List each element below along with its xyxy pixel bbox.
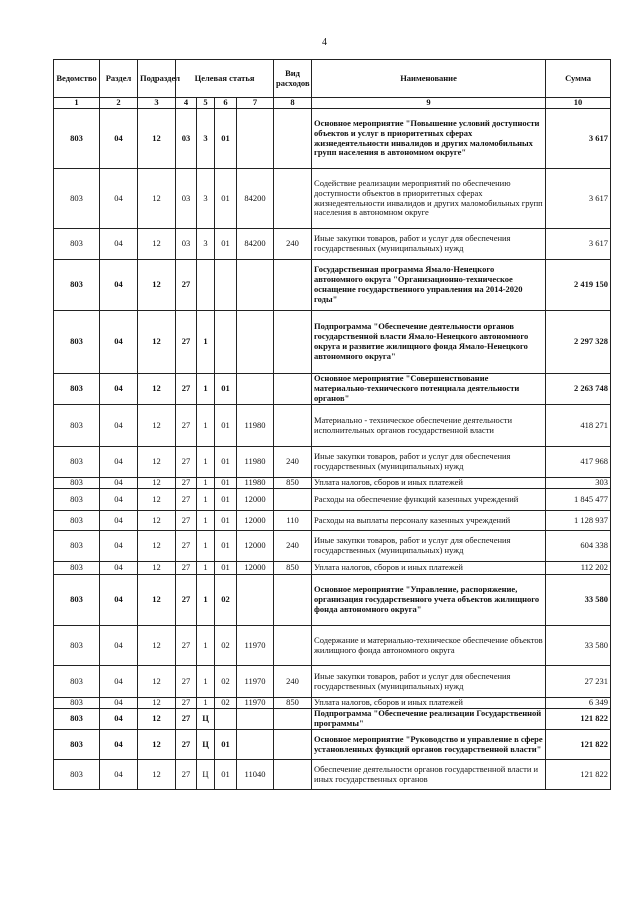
- header-sum: Сумма: [546, 60, 611, 98]
- dept-cell: 803: [54, 169, 100, 229]
- sum-cell: 121 822: [546, 760, 611, 790]
- subprogram-code-cell: 3: [197, 229, 215, 260]
- subsection-cell: 12: [138, 405, 176, 447]
- item-name-cell: Иные закупки товаров, работ и услуг для обеспечения государственных (муниципальных) нужд: [312, 531, 546, 562]
- table-row: [54, 575, 611, 626]
- table-row: [54, 311, 611, 374]
- subsection-cell: 12: [138, 730, 176, 760]
- expense-type-cell: 850: [274, 478, 312, 489]
- table-row: [54, 229, 611, 260]
- column-number: 5: [197, 98, 215, 109]
- subsection-cell: 12: [138, 531, 176, 562]
- activity-code-cell: 01: [215, 562, 237, 575]
- dept-cell: 803: [54, 709, 100, 730]
- item-name-cell: Материально - техническое обеспечение деятельности исполнительных органов государственной власти: [312, 405, 546, 447]
- activity-code-cell: [215, 311, 237, 374]
- sum-cell: 604 338: [546, 531, 611, 562]
- subprogram-code-cell: 1: [197, 575, 215, 626]
- program-code-cell: 27: [176, 666, 197, 698]
- activity-code-cell: [215, 260, 237, 311]
- subprogram-code-cell: 1: [197, 374, 215, 405]
- expense-type-cell: 850: [274, 562, 312, 575]
- item-name-cell: Государственная программа Ямало-Ненецкого автономного округа "Организационно-техническое оснащение государственного управления на 2014-2020 годы": [312, 260, 546, 311]
- activity-code-cell: 01: [215, 478, 237, 489]
- item-name-cell: Уплата налогов, сборов и иных платежей: [312, 562, 546, 575]
- direction-code-cell: 84200: [237, 169, 274, 229]
- sum-cell: 2 263 748: [546, 374, 611, 405]
- table-row: [54, 698, 611, 709]
- subprogram-code-cell: 3: [197, 169, 215, 229]
- program-code-cell: 03: [176, 169, 197, 229]
- activity-code-cell: 01: [215, 760, 237, 790]
- column-number: 3: [138, 98, 176, 109]
- sum-cell: 2 297 328: [546, 311, 611, 374]
- column-number: 4: [176, 98, 197, 109]
- sum-cell: 3 617: [546, 229, 611, 260]
- direction-code-cell: 11040: [237, 760, 274, 790]
- item-name-cell: Расходы на выплаты персоналу казенных учреждений: [312, 511, 546, 531]
- item-name-cell: Содержание и материально-техническое обеспечение объектов жилищного фонда автономного округа: [312, 626, 546, 666]
- activity-code-cell: 01: [215, 447, 237, 478]
- subprogram-code-cell: 1: [197, 489, 215, 511]
- item-name-cell: Основное мероприятие "Совершенствование материально-технического потенциала деятельности органов": [312, 374, 546, 405]
- subsection-cell: 12: [138, 260, 176, 311]
- dept-cell: 803: [54, 626, 100, 666]
- expense-type-cell: [274, 374, 312, 405]
- direction-code-cell: [237, 260, 274, 311]
- subsection-cell: 12: [138, 311, 176, 374]
- expense-type-cell: 240: [274, 666, 312, 698]
- section-cell: 04: [100, 169, 138, 229]
- expense-type-cell: [274, 575, 312, 626]
- direction-code-cell: 84200: [237, 229, 274, 260]
- section-cell: 04: [100, 405, 138, 447]
- section-cell: 04: [100, 626, 138, 666]
- activity-code-cell: 01: [215, 489, 237, 511]
- section-cell: 04: [100, 511, 138, 531]
- dept-cell: 803: [54, 730, 100, 760]
- subprogram-code-cell: [197, 260, 215, 311]
- header-name: Наименование: [312, 60, 546, 98]
- expense-type-cell: [274, 626, 312, 666]
- program-code-cell: 27: [176, 575, 197, 626]
- program-code-cell: 27: [176, 511, 197, 531]
- table-row: [54, 447, 611, 478]
- activity-code-cell: 01: [215, 374, 237, 405]
- sum-cell: 27 231: [546, 666, 611, 698]
- section-cell: 04: [100, 575, 138, 626]
- dept-cell: 803: [54, 666, 100, 698]
- expense-type-cell: [274, 760, 312, 790]
- activity-code-cell: 02: [215, 698, 237, 709]
- expense-type-cell: 110: [274, 511, 312, 531]
- program-code-cell: 27: [176, 730, 197, 760]
- subsection-cell: 12: [138, 169, 176, 229]
- activity-code-cell: 01: [215, 405, 237, 447]
- section-cell: 04: [100, 562, 138, 575]
- sum-cell: 121 822: [546, 709, 611, 730]
- subsection-cell: 12: [138, 575, 176, 626]
- subsection-cell: 12: [138, 666, 176, 698]
- dept-cell: 803: [54, 511, 100, 531]
- expense-type-cell: [274, 405, 312, 447]
- subprogram-code-cell: Ц: [197, 709, 215, 730]
- dept-cell: 803: [54, 229, 100, 260]
- subsection-cell: 12: [138, 626, 176, 666]
- item-name-cell: Подпрограмма "Обеспечение реализации Государственной программы": [312, 709, 546, 730]
- expense-type-cell: [274, 709, 312, 730]
- program-code-cell: 27: [176, 562, 197, 575]
- section-cell: 04: [100, 478, 138, 489]
- expense-type-cell: [274, 730, 312, 760]
- section-cell: 04: [100, 666, 138, 698]
- sum-cell: 112 202: [546, 562, 611, 575]
- subsection-cell: 12: [138, 511, 176, 531]
- expense-type-cell: 850: [274, 698, 312, 709]
- table-row: [54, 489, 611, 511]
- subprogram-code-cell: Ц: [197, 760, 215, 790]
- item-name-cell: Расходы на обеспечение функций казенных учреждений: [312, 489, 546, 511]
- dept-cell: 803: [54, 575, 100, 626]
- direction-code-cell: [237, 109, 274, 169]
- column-number: 2: [100, 98, 138, 109]
- activity-code-cell: 02: [215, 575, 237, 626]
- item-name-cell: Иные закупки товаров, работ и услуг для обеспечения государственных (муниципальных) нужд: [312, 229, 546, 260]
- column-number-row: [54, 98, 611, 109]
- direction-code-cell: [237, 730, 274, 760]
- item-name-cell: Уплата налогов, сборов и иных платежей: [312, 698, 546, 709]
- direction-code-cell: 12000: [237, 562, 274, 575]
- table-row: [54, 374, 611, 405]
- sum-cell: 33 580: [546, 626, 611, 666]
- subprogram-code-cell: 1: [197, 531, 215, 562]
- item-name-cell: Основное мероприятие "Повышение условий доступности объектов и услуг в приоритетных сферах жизнедеятельности инвалидов и других маломобильных групп населения в автономном округе": [312, 109, 546, 169]
- table-row: [54, 666, 611, 698]
- subsection-cell: 12: [138, 478, 176, 489]
- program-code-cell: 27: [176, 260, 197, 311]
- sum-cell: 6 349: [546, 698, 611, 709]
- table-row: [54, 760, 611, 790]
- subprogram-code-cell: 1: [197, 626, 215, 666]
- activity-code-cell: 01: [215, 169, 237, 229]
- activity-code-cell: 01: [215, 109, 237, 169]
- expense-type-cell: [274, 169, 312, 229]
- table-row: [54, 709, 611, 730]
- header-target-article: Целевая статья: [176, 60, 274, 98]
- page-number: 4: [322, 37, 327, 48]
- sum-cell: 121 822: [546, 730, 611, 760]
- subprogram-code-cell: 1: [197, 311, 215, 374]
- column-number: 9: [312, 98, 546, 109]
- subprogram-code-cell: 3: [197, 109, 215, 169]
- table-row: [54, 260, 611, 311]
- subsection-cell: 12: [138, 489, 176, 511]
- section-cell: 04: [100, 531, 138, 562]
- dept-cell: 803: [54, 478, 100, 489]
- table-row: [54, 562, 611, 575]
- subsection-cell: 12: [138, 760, 176, 790]
- direction-code-cell: 12000: [237, 511, 274, 531]
- direction-code-cell: 12000: [237, 531, 274, 562]
- subprogram-code-cell: 1: [197, 511, 215, 531]
- subprogram-code-cell: 1: [197, 478, 215, 489]
- item-name-cell: Основное мероприятие "Управление, распоряжение, организация государственного учета объектов жилищного фонда автономного округа": [312, 575, 546, 626]
- dept-cell: 803: [54, 311, 100, 374]
- dept-cell: 803: [54, 109, 100, 169]
- program-code-cell: 27: [176, 489, 197, 511]
- item-name-cell: Обеспечение деятельности органов государственной власти и иных государственных органов: [312, 760, 546, 790]
- table-row: [54, 405, 611, 447]
- section-cell: 04: [100, 447, 138, 478]
- direction-code-cell: 11970: [237, 698, 274, 709]
- header-expense-type: Вид расходов: [274, 60, 312, 98]
- activity-code-cell: 01: [215, 730, 237, 760]
- direction-code-cell: [237, 374, 274, 405]
- column-number: 7: [237, 98, 274, 109]
- item-name-cell: Основное мероприятие "Руководство и управление в сфере установленных функций органов государственной власти": [312, 730, 546, 760]
- sum-cell: 303: [546, 478, 611, 489]
- dept-cell: 803: [54, 405, 100, 447]
- item-name-cell: Содействие реализации мероприятий по обеспечению доступности объектов в приоритетных сферах жизнедеятельности инвалидов и других маломобильных групп населения в автономном округе: [312, 169, 546, 229]
- dept-cell: 803: [54, 562, 100, 575]
- direction-code-cell: 11970: [237, 626, 274, 666]
- section-cell: 04: [100, 489, 138, 511]
- expense-type-cell: [274, 260, 312, 311]
- subsection-cell: 12: [138, 447, 176, 478]
- activity-code-cell: [215, 709, 237, 730]
- expense-type-cell: 240: [274, 447, 312, 478]
- dept-cell: 803: [54, 489, 100, 511]
- subprogram-code-cell: 1: [197, 698, 215, 709]
- program-code-cell: 27: [176, 760, 197, 790]
- sum-cell: 417 968: [546, 447, 611, 478]
- table-row: [54, 109, 611, 169]
- section-cell: 04: [100, 760, 138, 790]
- program-code-cell: 27: [176, 405, 197, 447]
- direction-code-cell: [237, 575, 274, 626]
- dept-cell: 803: [54, 698, 100, 709]
- table-header-row: [54, 60, 611, 98]
- program-code-cell: 27: [176, 374, 197, 405]
- header-subsection: Подраздел: [138, 60, 176, 98]
- dept-cell: 803: [54, 260, 100, 311]
- subprogram-code-cell: 1: [197, 562, 215, 575]
- section-cell: 04: [100, 709, 138, 730]
- subsection-cell: 12: [138, 109, 176, 169]
- program-code-cell: 03: [176, 229, 197, 260]
- subsection-cell: 12: [138, 229, 176, 260]
- table-row: [54, 169, 611, 229]
- item-name-cell: Уплата налогов, сборов и иных платежей: [312, 478, 546, 489]
- program-code-cell: 03: [176, 109, 197, 169]
- subprogram-code-cell: 1: [197, 666, 215, 698]
- section-cell: 04: [100, 730, 138, 760]
- budget-table: [53, 59, 611, 790]
- program-code-cell: 27: [176, 709, 197, 730]
- direction-code-cell: [237, 311, 274, 374]
- expense-type-cell: 240: [274, 229, 312, 260]
- section-cell: 04: [100, 698, 138, 709]
- column-number: 10: [546, 98, 611, 109]
- header-section: Раздел: [100, 60, 138, 98]
- direction-code-cell: 11970: [237, 666, 274, 698]
- program-code-cell: 27: [176, 311, 197, 374]
- direction-code-cell: [237, 709, 274, 730]
- subprogram-code-cell: Ц: [197, 730, 215, 760]
- expense-type-cell: 240: [274, 531, 312, 562]
- activity-code-cell: 01: [215, 531, 237, 562]
- section-cell: 04: [100, 109, 138, 169]
- column-number: 1: [54, 98, 100, 109]
- table-row: [54, 626, 611, 666]
- subsection-cell: 12: [138, 709, 176, 730]
- dept-cell: 803: [54, 374, 100, 405]
- table-row: [54, 511, 611, 531]
- dept-cell: 803: [54, 531, 100, 562]
- item-name-cell: Иные закупки товаров, работ и услуг для обеспечения государственных (муниципальных) нужд: [312, 666, 546, 698]
- dept-cell: 803: [54, 447, 100, 478]
- activity-code-cell: 01: [215, 511, 237, 531]
- section-cell: 04: [100, 311, 138, 374]
- subprogram-code-cell: 1: [197, 405, 215, 447]
- subsection-cell: 12: [138, 698, 176, 709]
- sum-cell: 2 419 150: [546, 260, 611, 311]
- direction-code-cell: 11980: [237, 478, 274, 489]
- subprogram-code-cell: 1: [197, 447, 215, 478]
- sum-cell: 1 128 937: [546, 511, 611, 531]
- activity-code-cell: 01: [215, 229, 237, 260]
- header-department: Ведомство: [54, 60, 100, 98]
- program-code-cell: 27: [176, 626, 197, 666]
- item-name-cell: Иные закупки товаров, работ и услуг для обеспечения государственных (муниципальных) нужд: [312, 447, 546, 478]
- section-cell: 04: [100, 229, 138, 260]
- program-code-cell: 27: [176, 698, 197, 709]
- direction-code-cell: 11980: [237, 405, 274, 447]
- direction-code-cell: 12000: [237, 489, 274, 511]
- sum-cell: 1 845 477: [546, 489, 611, 511]
- program-code-cell: 27: [176, 478, 197, 489]
- activity-code-cell: 02: [215, 666, 237, 698]
- table-row: [54, 730, 611, 760]
- direction-code-cell: 11980: [237, 447, 274, 478]
- column-number: 6: [215, 98, 237, 109]
- activity-code-cell: 02: [215, 626, 237, 666]
- sum-cell: 33 580: [546, 575, 611, 626]
- expense-type-cell: [274, 489, 312, 511]
- dept-cell: 803: [54, 760, 100, 790]
- section-cell: 04: [100, 374, 138, 405]
- section-cell: 04: [100, 260, 138, 311]
- program-code-cell: 27: [176, 447, 197, 478]
- sum-cell: 3 617: [546, 109, 611, 169]
- table-row: [54, 531, 611, 562]
- table-row: [54, 478, 611, 489]
- sum-cell: 418 271: [546, 405, 611, 447]
- expense-type-cell: [274, 109, 312, 169]
- item-name-cell: Подпрограмма "Обеспечение деятельности органов государственной власти Ямало-Ненецкого автономного округа и развитие жилищного фонда Ямало-Ненецкого автономного округа": [312, 311, 546, 374]
- subsection-cell: 12: [138, 374, 176, 405]
- program-code-cell: 27: [176, 531, 197, 562]
- expense-type-cell: [274, 311, 312, 374]
- sum-cell: 3 617: [546, 169, 611, 229]
- subsection-cell: 12: [138, 562, 176, 575]
- column-number: 8: [274, 98, 312, 109]
